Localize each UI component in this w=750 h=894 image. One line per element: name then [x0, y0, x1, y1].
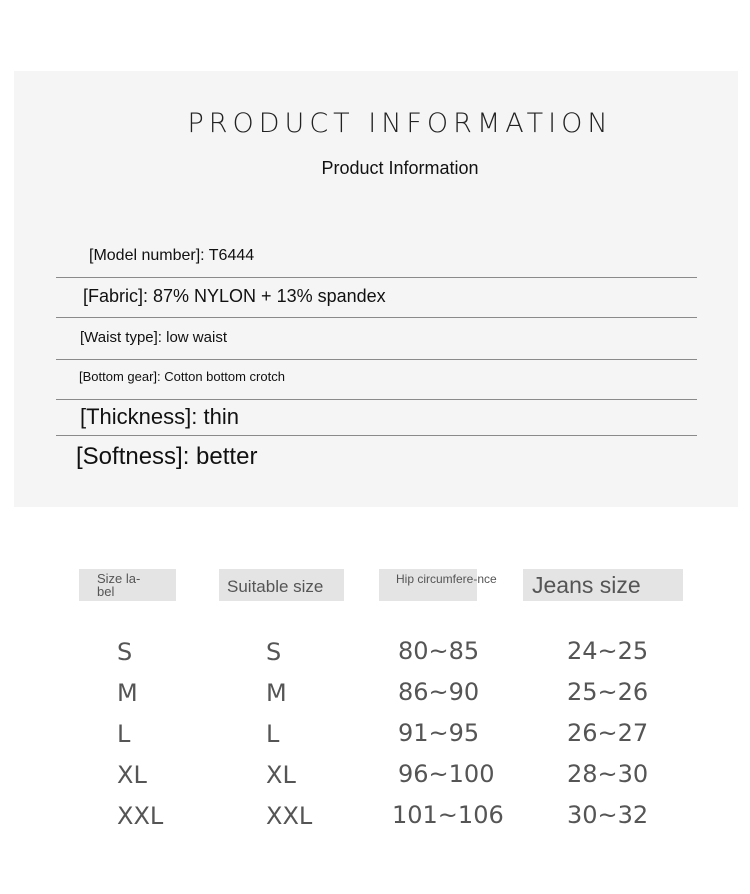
spec-softness: [Softness]: better [76, 443, 258, 470]
size-table-header-size-label: Size la-bel [79, 569, 176, 601]
size-table-header-hip: Hip circumfere-nce [379, 569, 477, 601]
spec-row-softness [56, 436, 697, 476]
spec-row-bottom [56, 360, 697, 400]
spec-row-thickness [56, 400, 697, 436]
spec-model-number: [Model number]: T6444 [89, 247, 255, 264]
spec-row-fabric [56, 278, 697, 318]
spec-thickness: [Thickness]: thin [80, 404, 239, 429]
page-subtitle: Product Information [321, 158, 479, 178]
size-table-header-suitable-size: Suitable size [219, 569, 344, 601]
spec-waist-type: [Waist type]: low waist [80, 329, 227, 346]
page-title: PRODUCT INFORMATION [187, 108, 613, 139]
spec-fabric: [Fabric]: 87% NYLON + 13% spandex [83, 286, 386, 306]
spec-bottom-gear: [Bottom gear]: Cotton bottom crotch [79, 369, 285, 384]
spec-row-waist [56, 318, 697, 360]
spec-row-model [56, 238, 697, 278]
size-table-header-jeans-size: Jeans size [523, 569, 683, 601]
